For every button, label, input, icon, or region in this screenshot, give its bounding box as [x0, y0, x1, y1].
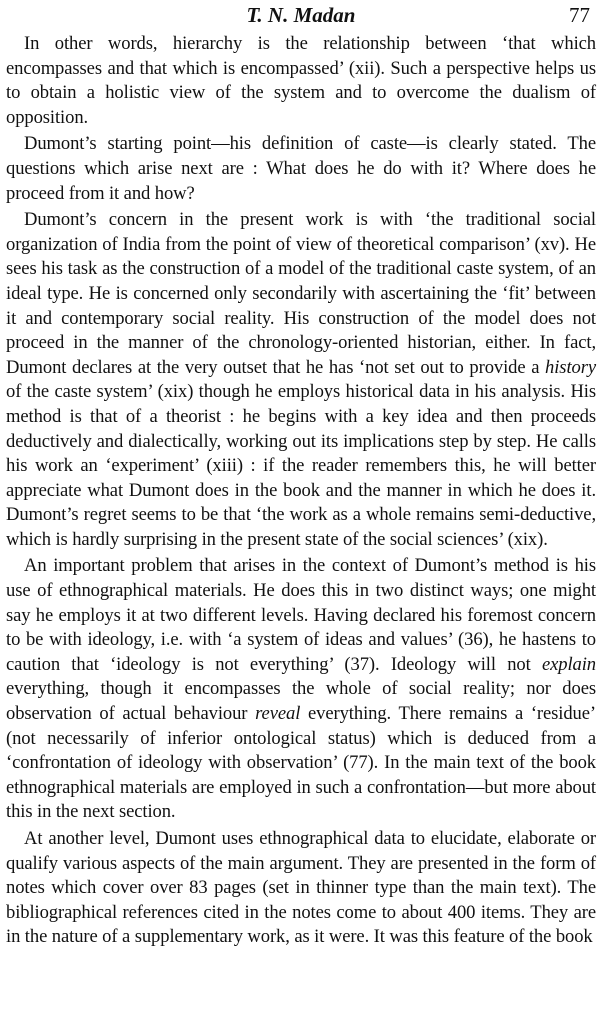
- text-run: At another level, Dumont uses ethnographical data to elucidate, elaborate or qualify various aspects of the main argument. They are presented in the form of notes which cover over 83 pages (set in thinner type than the main text). The bibliographical references cited in the notes come to about 400 items. They are in the nature of a supplementary work, as it were. It was this feature of the book: [6, 828, 596, 948]
- running-head: T. N. Madan: [246, 3, 356, 27]
- paragraph-1: [6, 32, 596, 130]
- text-run: Dumont’s concern in the present work is with ‘the traditional social organization of India from the point of view of theoretical comparison’ (xv). He sees his task as the construction of a model of the traditional caste system, of an ideal type. He is concerned only secondarily with ascertaining the ‘fit’ between it and contemporary social reality. His construction of the model does not proceed in the manner of the chronology-oriented historian, either. In fact, Dumont declares at the very outset that he has ‘not set out to provide a: [6, 209, 596, 378]
- italic-run: explain: [541, 653, 596, 675]
- text-run: everything. There remains a ‘residue’ (not necessarily of inferior ontological status) which is deduced from a ‘confrontation of ideology with observation’ (77). In the main text of the book ethnographical materials are employed in such a confrontation—but more about this in the next section.: [6, 703, 597, 823]
- text-run: In other words, hierarchy is the relationship between ‘that which encompasses and that which is encompassed’ (xii). Such a perspective helps us to obtain a holistic view of the system and to overcome the dualism of opposition.: [6, 33, 596, 128]
- body-text: [6, 32, 596, 950]
- text-run: everything, though it encompasses the whole of social reality; nor does observation of actual behaviour: [6, 678, 596, 725]
- text-run: Dumont’s starting point—his definition of caste—is clearly stated. The questions which arise next are : What does he do with it? Where does he proceed from it and how?: [6, 133, 596, 204]
- page-header: [6, 2, 596, 32]
- page-number: 77: [569, 3, 590, 27]
- text-run: An important problem that arises in the context of Dumont’s method is his use of ethnographical materials. He does this in two distinct ways; one might say he employs it at two different levels. Having declared his foremost concern to be with ideology, i.e. with ‘a system of ideas and values’ (36), he hastens to caution that ‘ideology is not everything’ (37). Ideology will not: [6, 555, 596, 675]
- paragraph-4: [6, 554, 596, 825]
- paragraph-3: [6, 208, 596, 552]
- paragraph-2: [6, 132, 596, 206]
- paragraph-5: [6, 827, 596, 950]
- italic-run: reveal: [255, 703, 301, 725]
- text-run: of the caste system’ (xix) though he employs historical data in his analysis. His method is that of a theorist : he begins with a key idea and then proceeds deductively and dialectically, working out its implications step by step. He calls his work an ‘experiment’ (xiii) : if the reader remembers this, he will better appreciate what Dumont does in the book and the manner in which he does it. Dumont’s regret seems to be that ‘the work as a whole remains semi-deductive, which is hardly surprising in the present state of the social sciences’ (xix).: [6, 381, 596, 550]
- italic-run: history: [545, 356, 596, 378]
